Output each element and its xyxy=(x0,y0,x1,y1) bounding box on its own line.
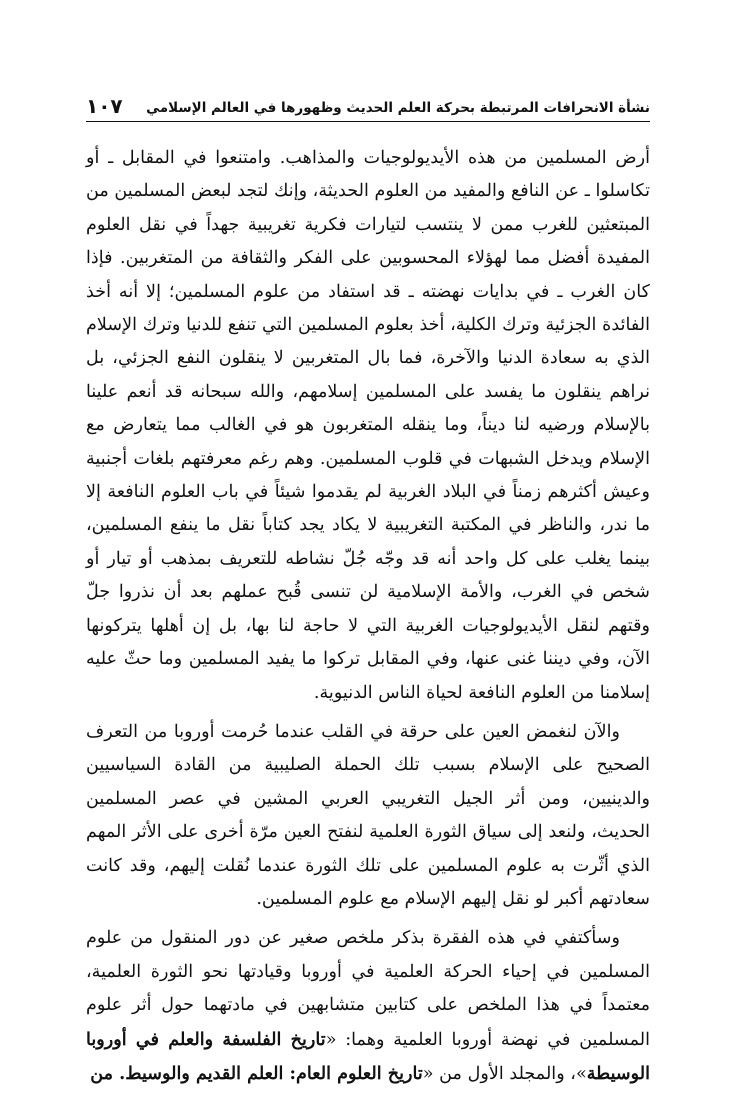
paragraph-1: أرض المسلمين من هذه الأيديولوجيات والمذاهب. وامتنعوا في المقابل ـ أو تكاسلوا ـ عن النافع والمفيد من العلوم الحديثة، وإنك لتجد لبعض المسلمين من المبتعثين للغرب ممن لا ينتسب لتيارات فكرية تغريبية جهداً في نقل العلوم المفيدة أفضل مما لهؤلاء المحسوبين على الفكر والثقافة من المتغربين. فإذا كان الغرب ـ في بدايات نهضته ـ قد استفاد من علوم المسلمين؛ إلا أنه أخذ الفائدة الجزئية وترك الكلية، أخذ بعلوم المسلمين التي تنفع للدنيا وترك الإسلام الذي به سعادة الدنيا والآخرة، فما بال المتغربين لا ينقلون النفع الجزئي، بل نراهم ينقلون ما يفسد على المسلمين إسلامهم، والله سبحانه قد أنعم علينا بالإسلام ورضيه لنا ديناً، وما ينقله المتغربون هو في الغالب مما يتعارض مع الإسلام ويدخل الشبهات في قلوب المسلمين. وهم رغم معرفتهم بلغات أجنبية وعيش أكثرهم زمناً في البلاد الغربية لم يقدموا شيئاً في باب العلوم النافعة إلا ما ندر، والناظر في المكتبة التغريبية لا يكاد يجد كتاباً نقل ما ينفع المسلمين، بينما يغلب على كل واحد أنه قد وجّه جُلّ نشاطه للتعريف بمذهب أو تيار أو شخص في الغرب، والأمة الإسلامية لن تنسى قُبح عملهم بعد أن نذروا جلّ وقتهم لنقل الأيديولوجيات الغربية التي لا حاجة لنا بها، بل إن أهلها يتركونها الآن، وفي ديننا غنى عنها، وفي المقابل تركوا ما يفيد المسلمين وما حثّ عليه إسلامنا من العلوم النافعة لحياة الناس الدنيوية. xyxy=(86,148,650,703)
page-number: ١٠٧ xyxy=(86,94,123,118)
running-header xyxy=(86,92,650,122)
paragraph-3-text-before: وسأكتفي في هذه الفقرة بذكر ملخص صغير عن دور المنقول من علوم المسلمين في إحياء الحركة العلمية في أوروبا وقيادتها نحو الثورة العلمية، معتمداً في هذا الملخص على كتابين متشابهين في مادتهما حول أثر علوم المسلمين في نهضة أوروبا العلمية وهما: « xyxy=(86,928,651,1050)
paragraph-3-text-middle: »، والمجلد الأول من « xyxy=(422,1063,587,1084)
body-text xyxy=(86,142,650,1091)
paragraph-3 xyxy=(86,922,650,1091)
paragraph-2: والآن لنغمض العين على حرقة في القلب عندما حُرمت أوروبا من التعرف الصحيح على الإسلام بسبب تلك الحملة الصليبية من القادة السياسيين والدينيين، ومن أثر الجيل التغريبي العربي المشين في عصر المسلمين الحديث، ولنعد إلى سياق الثورة العلمية لنفتح العين مرّة أخرى على الأثر المهم الذي أثّرت به علوم المسلمين على تلك الثورة عندما نُقلت إليهم، وقد كانت سعادتهم أكبر لو نقل إليهم الإسلام مع علوم المسلمين. xyxy=(86,721,650,909)
running-title: نشأة الانحرافات المرتبطة بحركة العلم الحديث وظهورها في العالم الإسلامي xyxy=(146,100,650,116)
book-title-1: تاريخ الفلسفة والعلم في أوروبا الوسيطة xyxy=(86,1028,650,1084)
book-title-2: تاريخ العلوم العام: العلم القديم والوسيط. من xyxy=(90,1062,423,1084)
